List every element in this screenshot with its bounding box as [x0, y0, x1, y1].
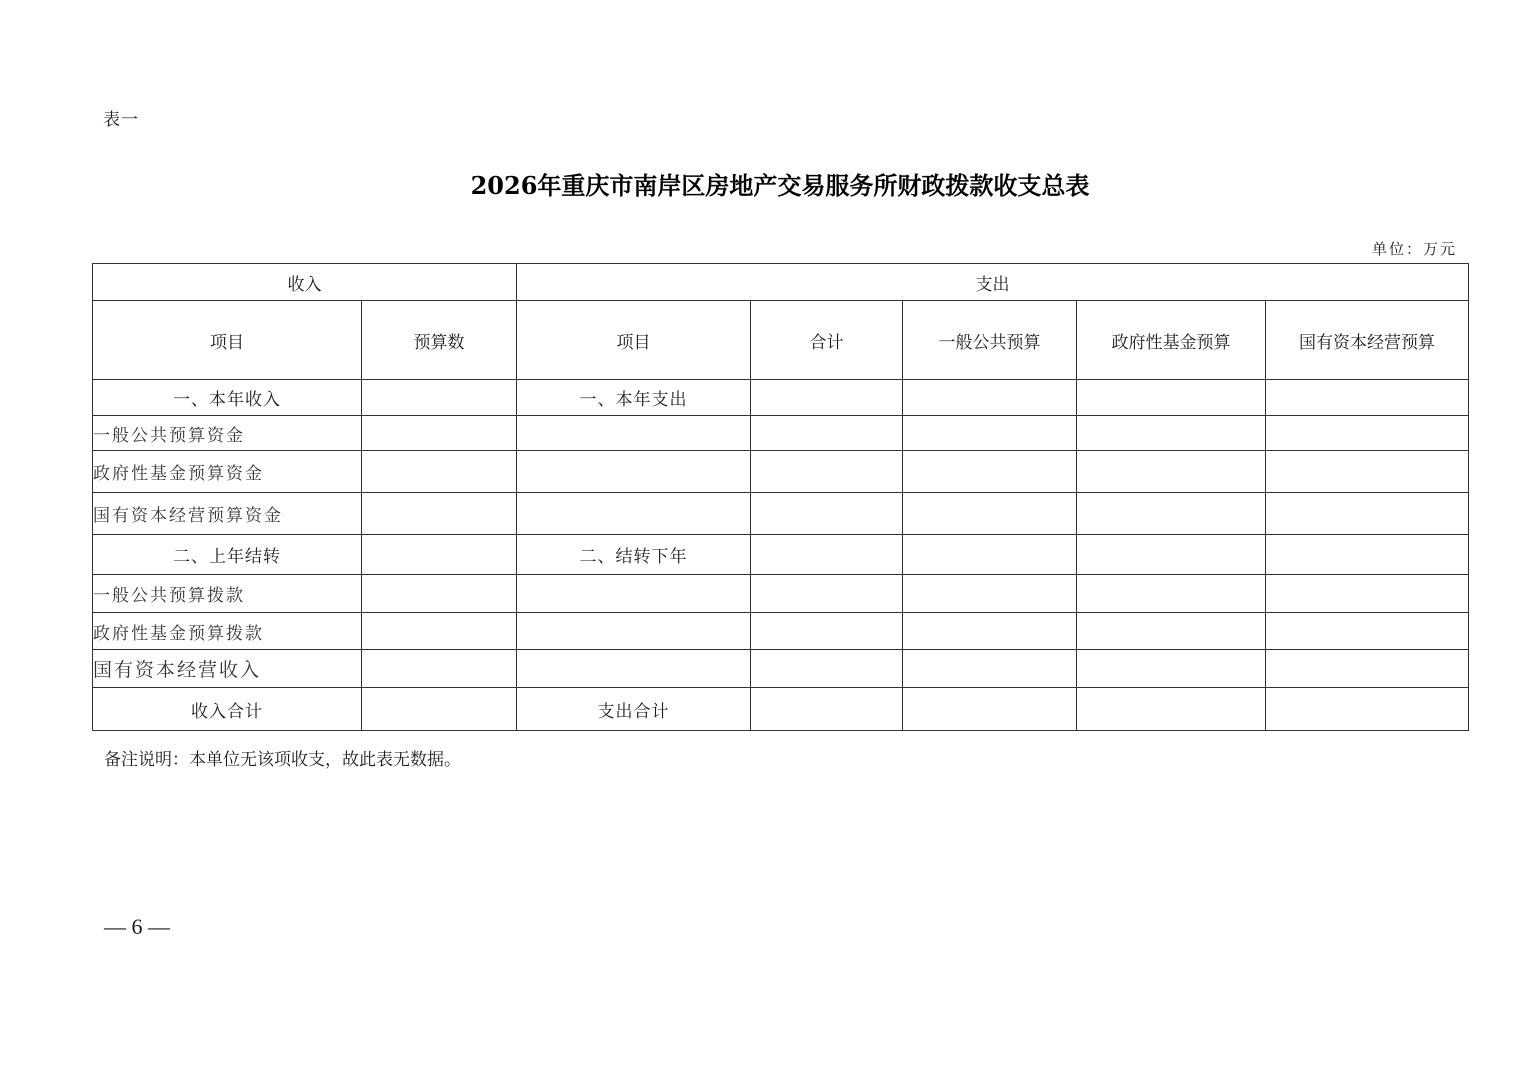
table-cell	[751, 688, 903, 731]
table-row	[93, 535, 1469, 575]
table-row	[93, 613, 1469, 650]
income-item: 政府性基金预算拨款	[93, 613, 362, 650]
table-cell	[1077, 688, 1266, 731]
table-cell	[751, 535, 903, 575]
table-cell	[1266, 575, 1469, 613]
table-cell	[751, 493, 903, 535]
table-cell	[1266, 493, 1469, 535]
table-cell	[903, 451, 1077, 493]
table-cell	[903, 380, 1077, 416]
table-cell	[517, 650, 751, 688]
table-cell	[1266, 451, 1469, 493]
table-cell	[751, 575, 903, 613]
column-header: 合计	[751, 301, 903, 380]
table-cell	[1266, 380, 1469, 416]
expense-header: 支出	[517, 264, 1469, 301]
table-cell	[751, 416, 903, 451]
table-cell	[517, 416, 751, 451]
income-item: 国有资本经营预算资金	[93, 493, 362, 535]
table-row	[93, 575, 1469, 613]
income-item: 国有资本经营收入	[93, 650, 362, 688]
expense-total-label: 支出合计	[517, 688, 751, 731]
table-cell	[751, 650, 903, 688]
table-cell	[903, 688, 1077, 731]
column-header-row	[93, 301, 1469, 380]
table-cell	[517, 575, 751, 613]
table-cell	[1266, 650, 1469, 688]
table-cell	[903, 575, 1077, 613]
table-cell	[1266, 535, 1469, 575]
table-cell	[903, 493, 1077, 535]
column-header: 一般公共预算	[903, 301, 1077, 380]
table-cell	[517, 613, 751, 650]
table-row	[93, 380, 1469, 416]
page-number: — 6 —	[104, 914, 170, 939]
budget-table	[92, 263, 1469, 731]
expense-item: 二、结转下年	[517, 535, 751, 575]
table-cell	[1077, 575, 1266, 613]
table-cell	[751, 380, 903, 416]
table-cell	[1266, 613, 1469, 650]
table-cell	[1077, 535, 1266, 575]
table-cell	[1077, 613, 1266, 650]
table-cell	[751, 613, 903, 650]
table-row	[93, 416, 1469, 451]
table-cell	[362, 688, 517, 731]
table-cell	[1077, 493, 1266, 535]
table-label: 表一	[103, 110, 139, 130]
total-row	[93, 688, 1469, 731]
table-cell	[517, 493, 751, 535]
table-cell	[1077, 650, 1266, 688]
column-header: 预算数	[362, 301, 517, 380]
table-cell	[903, 650, 1077, 688]
table-cell	[1077, 451, 1266, 493]
table-cell	[1266, 416, 1469, 451]
column-header: 项目	[93, 301, 362, 380]
group-header-row	[93, 264, 1469, 301]
table-row	[93, 650, 1469, 688]
table-cell	[903, 535, 1077, 575]
income-item: 二、上年结转	[93, 535, 362, 575]
column-header: 国有资本经营预算	[1266, 301, 1469, 380]
table-cell	[1266, 688, 1469, 731]
income-item: 一般公共预算资金	[93, 416, 362, 451]
column-header: 项目	[517, 301, 751, 380]
column-header: 政府性基金预算	[1077, 301, 1266, 380]
income-header: 收入	[93, 264, 517, 301]
table-cell	[362, 380, 517, 416]
remark-note: 备注说明：本单位无该项收支，故此表无数据。	[104, 750, 461, 770]
table-cell	[362, 451, 517, 493]
table-cell	[751, 451, 903, 493]
table-cell	[1077, 416, 1266, 451]
table-cell	[903, 613, 1077, 650]
income-total-label: 收入合计	[93, 688, 362, 731]
table-row	[93, 493, 1469, 535]
table-cell	[362, 535, 517, 575]
income-item: 政府性基金预算资金	[93, 451, 362, 493]
table-cell	[362, 493, 517, 535]
expense-item: 一、本年支出	[517, 380, 751, 416]
income-item: 一般公共预算拨款	[93, 575, 362, 613]
table-cell	[903, 416, 1077, 451]
table-cell	[362, 575, 517, 613]
table-cell	[517, 451, 751, 493]
page-title: 2026年重庆市南岸区房地产交易服务所财政拨款收支总表	[470, 171, 1090, 200]
table-cell	[362, 650, 517, 688]
income-item: 一、本年收入	[93, 380, 362, 416]
table-row	[93, 451, 1469, 493]
table-cell	[362, 613, 517, 650]
unit-note: 单位：万元	[1371, 240, 1457, 258]
table-cell	[362, 416, 517, 451]
table-cell	[1077, 380, 1266, 416]
